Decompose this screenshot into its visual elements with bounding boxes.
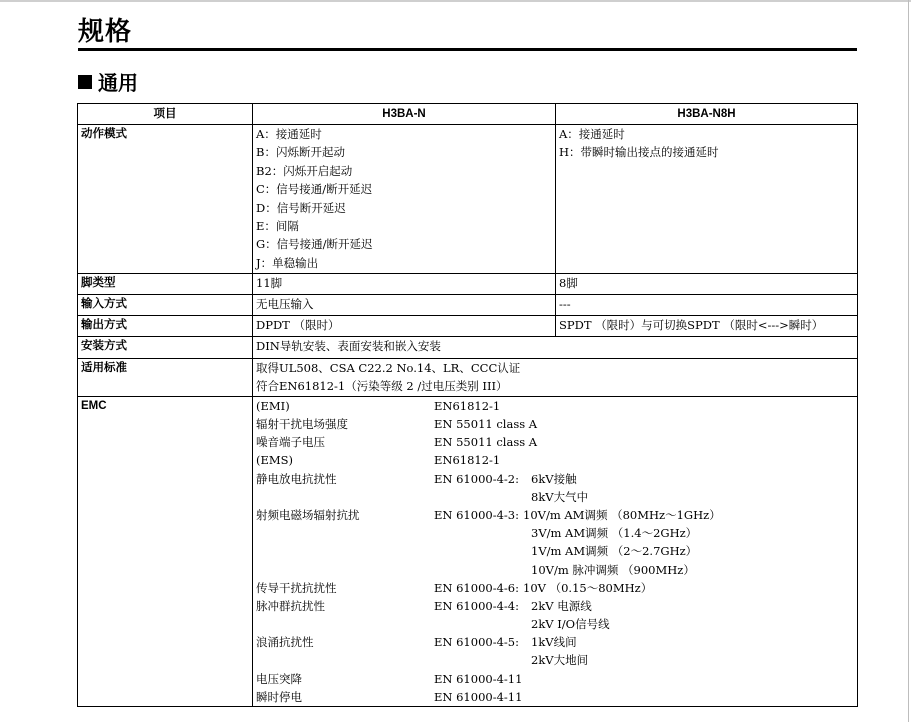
mode-n8h-a: A：接通延时 (559, 127, 625, 141)
emc-std: EN 55011 class A (434, 435, 538, 450)
mode-b2: B2：闪烁开启起动 (256, 163, 353, 178)
label-input: 输入方式 (78, 295, 253, 316)
output-n: DPDT （限时） (253, 316, 556, 337)
right-border-line (908, 0, 909, 722)
emc-std: EN61812-1 (434, 453, 501, 468)
emc-detail (531, 397, 731, 415)
emc-detail (531, 670, 731, 688)
emc-name (256, 542, 434, 560)
emc-name (256, 615, 434, 633)
emc-std: EN 61000-4-6: (434, 580, 519, 595)
emc-detail: 10V/m 脉冲调频 （900MHz） (531, 562, 695, 577)
emc-std (434, 542, 531, 560)
mounting-value: DIN导轨安装、表面安装和嵌入安装 (253, 337, 858, 359)
header-h3ba-n8h: H3BA-N8H (556, 104, 858, 125)
emc-detail: 1V/m AM调频 （2～2.7GHz） (531, 544, 698, 559)
emc-std: EN 61000-4-3: (434, 507, 519, 522)
square-bullet-icon (78, 75, 92, 89)
pins-n: 11脚 (253, 274, 556, 295)
emc-name: 瞬时停电 (256, 689, 302, 704)
page-title: 规格 (78, 17, 133, 47)
emc-name: 脉冲群抗扰性 (256, 598, 325, 613)
label-standards: 适用标准 (78, 359, 253, 397)
label-emc: EMC (78, 396, 253, 706)
row-pins (78, 274, 858, 295)
emc-std: EN 61000-4-11 (434, 671, 523, 686)
header-row (78, 104, 858, 125)
output-n8h: SPDT （限时）与可切换SPDT （限时<--->瞬时） (556, 316, 858, 337)
emc-detail (531, 433, 731, 451)
label-modes: 动作模式 (78, 125, 253, 274)
row-output (78, 316, 858, 337)
standards-line-2: 符合EN61812-1（污染等级 2 /过电压类别 III） (256, 379, 508, 394)
emc-name: 浪涌抗扰性 (256, 635, 314, 650)
emc-name: 辐射干扰电场强度 (256, 417, 348, 431)
emc-detail: 2kV I/O信号线 (531, 617, 610, 632)
emc-detail: 2kV大地间 (531, 653, 589, 668)
row-standards (78, 359, 858, 397)
spec-table (77, 103, 858, 707)
emc-std: EN 61000-4-11 (434, 689, 523, 704)
emc-std (434, 651, 531, 669)
emc-std (434, 488, 531, 506)
emc-name: 静电放电抗扰性 (256, 471, 337, 486)
mode-j: J：单稳输出 (256, 255, 319, 270)
emc-std (434, 615, 531, 633)
label-output: 输出方式 (78, 316, 253, 337)
label-mounting: 安装方式 (78, 337, 253, 359)
emc-std: EN 61000-4-5: (434, 635, 519, 650)
row-emc (78, 396, 858, 706)
emc-detail: 10V （0.15～80MHz） (523, 580, 653, 595)
emc-name (256, 524, 434, 542)
emc-name (256, 488, 434, 506)
emc-detail (531, 415, 731, 433)
modes-n8h-cell (556, 125, 858, 274)
emc-detail: 1kV线间 (531, 635, 577, 650)
emc-name: (EMS) (256, 453, 294, 468)
mode-c: C：信号接通/断开延迟 (256, 182, 373, 197)
label-pins: 脚类型 (78, 274, 253, 295)
emc-name: 传导干扰抗扰性 (256, 580, 337, 595)
emc-grid (256, 397, 857, 706)
emc-name: 射频电磁场辐射抗扰 (256, 507, 360, 522)
section-heading (78, 68, 138, 98)
header-h3ba-n: H3BA-N (253, 104, 556, 125)
header-item: 项目 (78, 104, 253, 125)
emc-std: EN61812-1 (434, 398, 501, 413)
mode-n8h-h: H：带瞬时输出接点的接通延时 (559, 145, 719, 160)
top-border-line (0, 0, 911, 2)
emc-name: (EMI) (256, 398, 290, 413)
emc-std: EN 61000-4-4: (434, 598, 519, 613)
row-mounting (78, 337, 858, 359)
emc-std: EN 55011 class A (434, 417, 538, 431)
row-modes (78, 125, 858, 274)
emc-std (434, 524, 531, 542)
emc-detail: 6kV接触 (531, 471, 577, 486)
title-rule (78, 48, 857, 51)
mode-g: G：信号接通/断开延迟 (256, 237, 373, 252)
standards-line-1: 取得UL508、CSA C22.2 No.14、LR、CCC认证 (256, 361, 521, 375)
emc-name (256, 561, 434, 579)
emc-detail (531, 688, 731, 706)
emc-std: EN 61000-4-2: (434, 471, 519, 486)
emc-name: 噪音端子电压 (256, 435, 325, 450)
mode-b: B：闪烁断开起动 (256, 145, 345, 160)
row-input (78, 295, 858, 316)
emc-detail (531, 451, 731, 469)
input-n: 无电压输入 (253, 295, 556, 316)
emc-name (256, 651, 434, 669)
mode-e: E：间隔 (256, 219, 299, 234)
emc-cell (253, 396, 858, 706)
emc-detail: 3V/m AM调频 （1.4～2GHz） (531, 526, 698, 541)
standards-cell (253, 359, 858, 397)
pins-n8h: 8脚 (556, 274, 858, 295)
mode-d: D：信号断开延迟 (256, 200, 346, 215)
emc-detail: 2kV 电源线 (531, 598, 592, 613)
emc-name: 电压突降 (256, 671, 302, 686)
emc-std (434, 561, 531, 579)
modes-n-cell (253, 125, 556, 274)
input-n8h: --- (556, 295, 858, 316)
mode-a: A：接通延时 (256, 127, 322, 141)
emc-detail: 10V/m AM调频 （80MHz～1GHz） (523, 507, 721, 522)
section-title: 通用 (98, 71, 138, 95)
emc-detail: 8kV大气中 (531, 489, 589, 504)
